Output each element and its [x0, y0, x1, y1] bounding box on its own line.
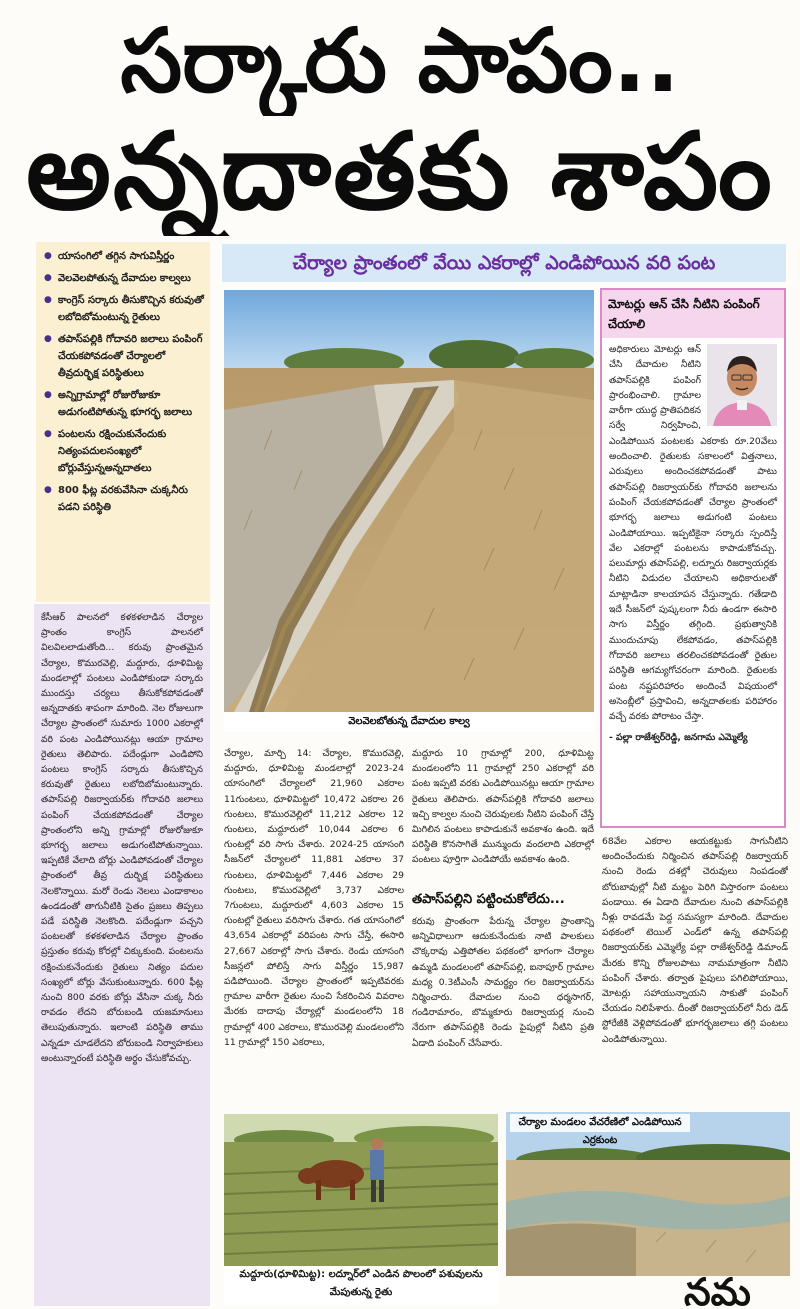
highlight-item: ● తపాస్‌పల్లికి గోదావరి జలాలు పంపింగ్ చేయకపోవడంతో చేర్యాలలో తీవ్రదుర్భిక్ష పరిస్థితులు: [44, 331, 204, 382]
farmer-photo-caption: మద్దూరు(ధూళిమిట్ట): లద్నూర్‌లో ఎండిన పొలంలో పశువులను మేపుతున్న రైతు: [224, 1266, 498, 1306]
highlight-item: ● 800 ఫీట్ల వరకువేసినా చుక్కనీరు పడని పరిస్థితి: [44, 482, 204, 516]
mla-quote-body: అధికారులు మోటర్లు ఆన్ చేసి దేవాదుల నీటిని తపాస్‌పల్లికి పంపింగ్ ప్రారంభించాలి. గ్రామాల వారీగా యుద్ధ ప్రాతిపదికన సర్వే నిర్వహించి, ఎండిపోయిన పంటలకు ఎకరాకు రూ.20వేలు అందించాలి. రైతులకు సకాలంలో విత్తనాలు, ఎరువులు అందించకపోవడంతో పాటు తపాస్‌పల్లి రిజర్వాయర్‌కు గోదావరి జలాలను పంపింగ్ చేయకపోవడంతో చేర్యాల ప్రాంతంలో భూగర్భ జలాలు అడుగంటి పంటలు ఎండిపోయాయి. ఇప్పటికైనా సర్కారు స్పందిస్తే వేల ఎకరాల్లో పంటలను కాపాడుకోవచ్చు. పలుమార్లు తపాస్‌పల్లి, లద్నూరు రిజర్వాయర్లకు నీటిని విడుదల చేయాలని అధికారులతో మాట్లాడినా కాలయాపన చేస్తున్నారు. గతేడాది ఇదే సీజన్‌లో పుష్కలంగా నీరు ఉండగా ఈసారి సాగు విస్తీర్ణం తగ్గింది. ప్రభుత్వానికి ముందుచూపు లేకపోవడం, తపాస్‌పల్లికి గోదావరి జలాలు తరలించకపోవడంతో రైతుల పరిస్థితి ఆగమ్యగోచరంగా మారింది. రైతులకు పంట నష్టపరిహారం అందించే విషయంలో అసెంబ్లీలో ప్రస్తావించి, అన్నదాతలకు పరిహారం వచ్చే వరకు పోరాటం చేస్తా.: [609, 344, 777, 723]
dried-pond-photo: [506, 1112, 790, 1276]
highlight-item: ● కాంగ్రెస్ సర్కారు తీసుకొచ్చిన కరువుతో లబోదిబోమంటున్న రైతులు: [44, 292, 204, 326]
mla-portrait: [707, 344, 777, 426]
pond-photo-caption: చేర్యాల మండలం వేచరేణిలో ఎండిపోయిన ఎర్రకుంట: [510, 1114, 690, 1132]
highlights-box: [36, 242, 210, 602]
highlight-item: ● పంటలను రక్షించుకునేందుకు నిత్యంపదులసంఖ్యలో బోర్లువేస్తున్నఅన్నదాతలు: [44, 426, 204, 477]
left-column-text: కేసీఆర్ పాలనలో కళకళలాడిన చేర్యాల ప్రాంతం కాంగ్రెస్ పాలనలో విలవిలలాడుతోంది... కరువు ప్రాంతమైన చేర్యాల, కొమురవెల్లి, మద్దూరు, ధూళిమిట్ట మండలాల్లో పంటలు ఎండిపోకుండా సర్కారు ముందస్తు చర్యలు తీసుకోకపోవడంతో అన్నదాతకు శాపంగా మారింది. నెల రోజులుగా చేర్యాల ప్రాంతంలో సుమారు 1000 ఎకరాల్లో వరి పంట ఎండిపోయినట్లు ఆయా గ్రామాల రైతులు తెలిపారు. పదేండ్లుగా ఎండిపోని పంటలు కాంగ్రెస్ సర్కారు తీసుకొచ్చిన కరువుతో రైతులు లబోదిబోమంటున్నారు. తపాస్‌పల్లి రిజర్వాయర్‌కు గోదావరి జలాలు పంపింగ్ చేయకపోవడంతో చేర్యాల ప్రాంతంలోని అన్ని గ్రామాల్లో రోజురోజుకూ భూగర్భ జలాలు అడుగంటిపోతున్నాయి. ఇప్పటికే వేలాది బోర్లు ఎండిపోవడంతో చేర్యాల ప్రాంతంలో తీవ్ర దుర్భిక్ష పరిస్థితులు నెలకొన్నాయి. మరో రెండు నెలలు ఎండాకాలం ఉండడంతో తాగునీటికి సైతం ప్రజలు తిప్పలు పడే పరిస్థితి నెలకొంది. పదేండ్లుగా పచ్చని పంటలతో కళకళలాడిన చేర్యాల ప్రాంతం ప్రస్తుతం కరువు కోరల్లో చిక్కుకుంది. పంటలను రక్షించుకునేందుకు రైతులు నిత్యం పదుల సంఖ్యలో బోర్లు వేసుకుంటున్నారు. 600 ఫీట్ల నుంచి 800 వరకు బోర్లు వేసినా చుక్క నీరు రావడం లేదని బోరుబండి యజమానులు తెలుపుతున్నారు. ఇలాంటి పరిస్థితి తాము ఎన్నడూ చూడలేదని బోరుబండి నిర్వాహకులు అంటున్నారంటే పరిస్థితి అర్థం చేసుకోవచ్చు.: [34, 604, 210, 1306]
article-subhead: తపాస్‌పల్లిని పట్టించుకోలేదు...: [412, 892, 565, 907]
article-column-3: మద్దూరు 10 గ్రామాల్లో 200, ధూళిమిట్ట మండలంలోని 11 గ్రామాల్లో 250 ఎకరాల్లో వరి పంట ఇప్పటి వరకు ఎండిపోయినట్లు ఆయా గ్రామాల రైతులు తెలిపారు. తపాస్‌పల్లికి గోదావరి జలాలు ఇచ్చి కాల్వల నుంచి చెరువులకు నీటిని పంపింగ్ చేస్తే మిగిలిన పంటలు కాపాడుకునే అవకాశం ఉంది. ఇదే పరిస్థితి కొనసాగితే మున్ముందు వందలాది ఎకరాల్లో పంటలు పూర్తిగా ఎండిపోయే అవకాశం ఉంది.: [412, 748, 594, 866]
article-column-2: చేర్యాల, మార్చి 14: చేర్యాల, కొమురవెల్లి, మద్దూరు, ధూళిమిట్ట మండలాల్లో 2023-24 యాసంగిలో చేర్యాలలో 21,960 ఎకరాల 11గుంటలు, ధూళిమిట్టలో 10,472 ఎకరాల 26 గుంటలు, కొమురవెల్లిలో 11,212 ఎకరాల 12 గుంటలు, మద్దూరులో 10,044 ఎకరాల 6 గుంటల్లో వరి సాగు చేశారు. 2024-25 యాసంగి సీజన్‌లో చేర్యాలలో 11,881 ఎకరాల 37 గుంటలు, ధూళిమిట్టలో 7,446 ఎకరాల 29 గుంటలు, కొమురవెల్లిలో 3,737 ఎకరాల 7గుంటలు, మద్దూరులో 4,603 ఎకరాల 15 గుంటల్లో రైతులు వరిసాగు చేశారు. గత యాసంగిలో 43,654 ఎకరాల్లో వరిపంట సాగు చేస్తే, ఈసారి 27,667 ఎకరాల్లో సాగు చేశారు. రెండు యాసంగి సీజన్లలో పోలిస్తే సాగు విస్తీర్ణం 15,987 పడిపోయింది. చేర్యాల ప్రాంతంలో ఇప్పటివరకు గ్రామాల వారీగా రైతుల నుంచి సేకరించిన వివరాల మేరకు దాదాపు చేర్యాల్లో మండలంలోని 18 గ్రామాల్లో 400 ఎకరాలు, కొమురవెల్లి మండలంలోని 11 గ్రామాల్లో 150 ఎకరాలు,: [224, 748, 404, 1048]
mla-quote-title: మోటర్లు ఆన్ చేసి నీటిని పంపింగ్ చేయాలి: [602, 290, 784, 338]
highlight-item: ● వెలవెలపోతున్న దేవాదుల కాల్వలు: [44, 270, 204, 287]
highlight-item: ● అన్నిగ్రామాల్లో రోజురోజుకూ అడుగంటిపోతున్న భూగర్భ జలాలు: [44, 387, 204, 421]
mla-signature: - పల్లా రాజేశ్వర్‌రెడ్డి, జనగామ ఎమ్మెల్యే: [609, 732, 748, 744]
newspaper-logo: నమ: [684, 1272, 751, 1309]
headline-line-2: అన్నదాతకు శాపం: [26, 110, 774, 233]
article-column-3b: కరువు ప్రాంతంగా పేరున్న చేర్యాల ప్రాంతాన్ని అన్నివిధాలుగా ఆదుకునేందుకు నాటి పాలకులు చొక్కరావు ఎత్తిపోతల పథకంలో భాగంగా చేర్యాల ఉమ్మడి మండలంలో తపాస్‌పల్లి, ఐనాపూర్ గ్రామాల మధ్య 0.3టీఎంసీ సామర్థ్యం గల రిజర్వాయర్‌ను నిర్మించారు. దేవాదుల నుంచి ధర్మసాగర్, గండిరామారం, బొమ్మకూరు రిజర్వాయర్ల నుంచి నేరుగా తపాస్‌పల్లికి రెండు పైపుల్లో నీటిని ప్రతి ఏడాది పంపింగ్ చేసేవారు.: [412, 916, 594, 1049]
subheadline-bar: చేర్యాల ప్రాంతంలో వేయి ఎకరాల్లో ఎండిపోయిన వరి పంట: [222, 244, 786, 282]
canal-photo-caption: వెలవెలబోతున్న దేవాదుల కాల్వ: [224, 712, 594, 732]
headline-line-1: సర్కారు పాపం..: [120, 9, 680, 112]
article-column-4: 68వేల ఎకరాల ఆయకట్టుకు సాగునీటిని అందించేందుకు నిర్మించిన తపాస్‌పల్లి రిజర్వాయర్ నుంచి రెండు దశల్లో చెరువులు నింపడంతో బోరుబావుల్లో నీటి మట్టం పెరిగి విస్తారంగా పంటలు పండాయి. ఈ ఏడాది దేవాదుల నుంచి తపాస్‌పల్లికి నీళ్లు రావడమే పెద్ద సమస్యగా మారింది. దేవాదుల పథకంలో టెయిల్ ఎండ్‌లో ఉన్న తపాస్‌పల్లి రిజర్వాయర్‌కు ఎమ్మెల్యే పల్లా రాజేశ్వర్‌రెడ్డి డిమాండ్ మేరకు కొన్ని రోజులపాటు నామమాత్రంగా నీటిని పంపింగ్ చేశారు. తర్వాత పైపులు పగిలిపోయాయి, మోటర్లు సహాయున్నాయని సాకుతో పంపింగ్ చేయడం నిలిపేశారు. దీంతో రిజర్వాయర్‌లో నీరు డెడ్ స్టోరేజీకి వెళ్లిపోవడంతో భూగర్భజలాలు తగ్గి పంటలు ఎండిపోతున్నాయి.: [602, 836, 788, 1045]
highlight-item: ● యాసంగిలో తగ్గిన సాగువిస్తీర్ణం: [44, 248, 204, 265]
mla-quote-box: [600, 288, 786, 828]
farmer-cattle-photo: [224, 1114, 498, 1266]
canal-photo: [224, 290, 594, 712]
